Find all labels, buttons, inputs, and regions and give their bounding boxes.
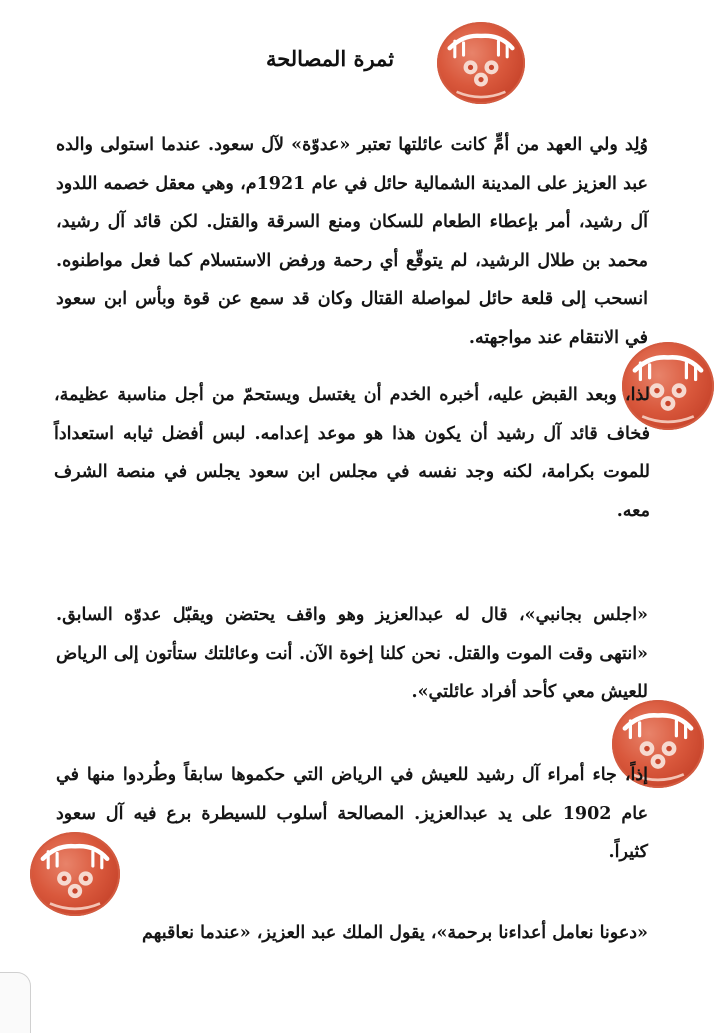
- watermark-logo-icon: [437, 22, 525, 104]
- paragraph-4: إذاً، جاء أمراء آل رشيد للعيش في الرياض التي حكموها سابقاً وطُردوا منها في عام 1902 على يد عبدالعزيز. المصالحة أسلوب للسيطرة برع فيه آل سعود كثيراً.: [56, 765, 649, 862]
- watermark-stamp-icon: [437, 22, 525, 104]
- paragraph-5: «دعونا نعامل أعداءنا برحمة»، يقول الملك عبد العزيز، «عندما نعاقبهم: [142, 923, 648, 943]
- watermark-stamp-icon: [30, 832, 120, 916]
- paragraph-1: وُلِد ولي العهد من أمٍّ كانت عائلتها تعتبر «عدوّة» لآل سعود. عندما استولى والده عبد العزيز على المدينة الشمالية حائل في عام 1921م، وهي معقل خصمه اللدود آل رشيد، أمر بإعطاء الطعام للسكان ومنع السرقة والقتل. لكن قائد آل رشيد، محمد بن طلال الرشيد، لم يتوقّع أي رحمة ورفض الاستسلام كما فعل مواطنوه. انسحب إلى قلعة حائل لمواصلة القتال وكان قد سمع عن قوة وبأس ابن سعود في الانتقام عند مواجهته.: [56, 135, 648, 348]
- paragraph-2: لذا، وبعد القبض عليه، أخبره الخدم أن يغتسل ويستحمّ من أجل مناسبة عظيمة، فخاف قائد آل رشيد أن يكون هذا هو موعد إعدامه. لبس أفضل ثيابه استعداداً للموت بكرامة، لكنه وجد نفسه في مجلس ابن سعود يجلس في منصة الشرف معه.: [54, 385, 650, 521]
- watermark-logo-icon: [30, 832, 120, 916]
- paragraph-3: «اجلس بجانبي»، قال له عبدالعزيز وهو واقف يحتضن ويقبّل عدوّه السابق. «انتهى وقت الموت والقتل. نحن كلنا إخوة الآن. أنت وعائلتك ستأتون إلى الرياض للعيش معي كأحد أفراد عائلتي».: [56, 605, 648, 702]
- page-title: ثمرة المصالحة: [265, 46, 395, 71]
